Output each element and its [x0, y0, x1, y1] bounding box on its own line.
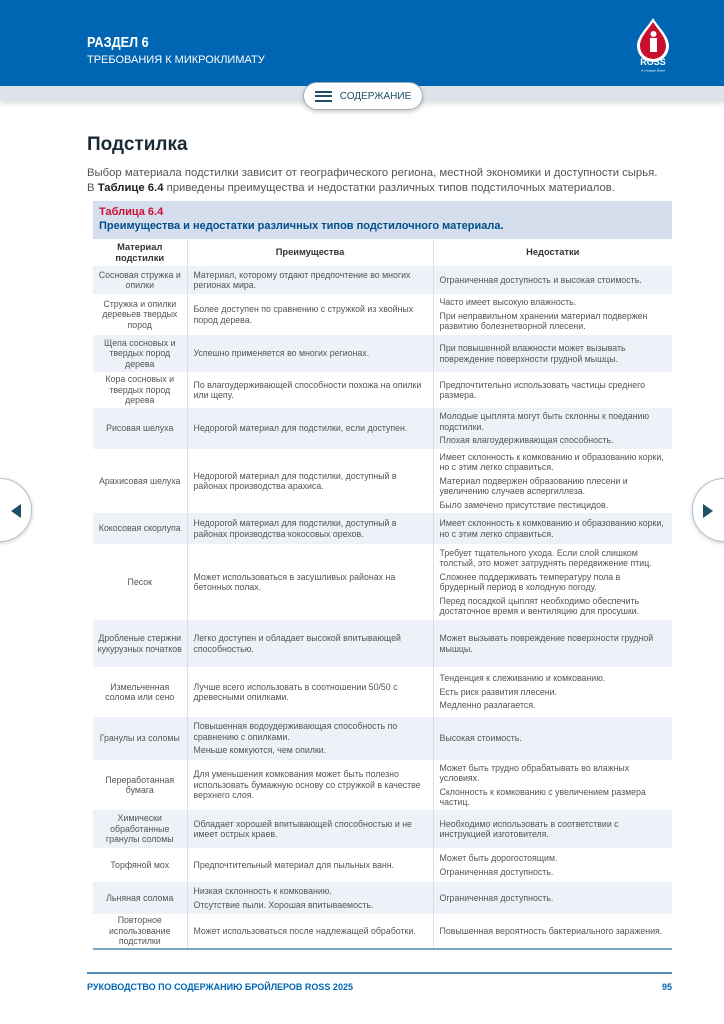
previous-page-button[interactable]	[0, 478, 32, 542]
content-lower	[87, 201, 672, 1023]
cons-cell	[433, 810, 672, 848]
footer	[87, 982, 672, 1023]
pros-item: Успешно применяется во многих регионах.	[193, 348, 370, 359]
table-row	[93, 335, 672, 372]
cons-cell	[433, 372, 672, 408]
section-label: РАЗДЕЛ 6	[87, 34, 149, 51]
cons-item: Было замечено присутствие пестицидов.	[439, 499, 609, 510]
cons-cell	[433, 266, 672, 294]
column-header-material: Материал подстилки	[93, 239, 187, 266]
pros-item: Обладает хорошей впитывающей способностью и не имеет острых краев.	[193, 818, 412, 839]
cons-item: Часто имеет высокую влажность.	[439, 297, 577, 308]
pros-cell	[187, 544, 433, 620]
cons-cell	[433, 513, 672, 544]
pros-item: Недорогой материал для подстилки, доступный в районах производства кокосовых орехов.	[193, 518, 397, 539]
pros-cell	[187, 882, 433, 914]
table-row	[93, 544, 672, 620]
table-row	[93, 266, 672, 294]
ross-logo	[632, 16, 674, 72]
cons-item: Ограниченная доступность и высокая стоимость.	[439, 274, 642, 285]
cons-cell	[433, 760, 672, 810]
material-cell: Рисовая шелуха	[93, 408, 187, 449]
pros-item: Низкая склонность к комкованию.	[193, 886, 332, 896]
material-cell: Торфяной мох	[93, 848, 187, 882]
footer-title: РУКОВОДСТВО ПО СОДЕРЖАНИЮ БРОЙЛЕРОВ ROSS 2025	[87, 982, 353, 992]
table-row	[93, 372, 672, 408]
table-row	[93, 620, 672, 667]
pros-cell	[187, 513, 433, 544]
cons-item: Сложнее поддерживать температуру пола в брудерный период в холодную погоду.	[439, 571, 621, 592]
table-row	[93, 848, 672, 882]
cons-cell	[433, 449, 672, 513]
cons-cell	[433, 408, 672, 449]
intro-line-1: Выбор материала подстилки зависит от географического региона, местной экономики и доступности сырья.	[87, 167, 658, 179]
pros-item: Материал, которому отдают предпочтение во многих регионах мира.	[193, 269, 411, 290]
pros-item: Для уменьшения комкования может быть полезно использовать бумажную основу со стружкой в качестве верхнего слоя.	[193, 769, 421, 801]
table-row	[93, 513, 672, 544]
table-title: Преимущества и недостатки различных типов подстилочного материала.	[99, 220, 504, 232]
contents-button[interactable]	[303, 82, 423, 110]
pros-cell	[187, 449, 433, 513]
pros-cell	[187, 717, 433, 760]
pros-cell	[187, 620, 433, 667]
table-header-row	[93, 239, 672, 266]
svg-text:An Aviagen Brand: An Aviagen Brand	[641, 68, 665, 72]
contents-label: СОДЕРЖАНИЕ	[339, 90, 412, 102]
table-row	[93, 760, 672, 810]
material-cell: Кокосовая скорлупа	[93, 513, 187, 544]
cons-cell	[433, 667, 672, 717]
material-cell: Сосновая стружка и опилки	[93, 266, 187, 294]
cons-cell	[433, 882, 672, 914]
column-header-cons: Недостатки	[526, 247, 580, 257]
next-page-button[interactable]	[692, 478, 724, 542]
intro-text	[87, 166, 687, 196]
pros-item: По влагоудерживающей способности похожа на опилки или щепу.	[193, 379, 422, 400]
pros-cell	[187, 667, 433, 717]
table-row	[93, 449, 672, 513]
arrow-right-icon	[703, 504, 713, 518]
pros-cell	[187, 810, 433, 848]
pros-item: Более доступен по сравнению с стружкой из хвойных пород дерева.	[193, 304, 414, 325]
table-container	[93, 239, 672, 972]
intro-line-2	[87, 181, 687, 196]
cons-cell	[433, 848, 672, 882]
cons-cell	[433, 620, 672, 667]
material-cell: Измельченная солома или сено	[93, 667, 187, 717]
footer-divider	[87, 972, 672, 974]
table-row	[93, 667, 672, 717]
pros-item: Меньше комкуются, чем опилки.	[193, 745, 327, 756]
pros-cell	[187, 760, 433, 810]
table-row	[93, 717, 672, 760]
arrow-left-icon	[11, 504, 21, 518]
cons-item: Повышенная вероятность бактериального заражения.	[439, 925, 663, 936]
table-row	[93, 810, 672, 848]
cons-item: Необходимо использовать в соответствии с инструкцией изготовителя.	[439, 818, 619, 839]
pros-item: Недорогой материал для подстилки, если доступен.	[193, 423, 408, 434]
cons-item: Перед посадкой цыплят необходимо обеспечить достаточное время и вентиляцию для просушки.	[439, 595, 640, 616]
pros-item: Лучше всего использовать в соотношении 50/50 с древесными опилками.	[193, 681, 398, 702]
page-title: Подстилка	[87, 134, 188, 155]
cons-item: Склонность к комкованию с увеличением размера частиц.	[439, 786, 646, 807]
intro-text-part: приведены преимущества и недостатки различных типов подстилочных материалов.	[163, 182, 615, 194]
pros-item: Повышенная водоудерживающая способность по сравнению с опилками.	[193, 721, 398, 742]
cons-item: Требует тщательного ухода. Если слой слишком толстый, это может затруднять передвижение птиц.	[439, 547, 652, 568]
pros-cell	[187, 408, 433, 449]
material-cell: Стружка и опилки деревьев твердых пород	[93, 294, 187, 335]
table-row	[93, 914, 672, 949]
table-row	[93, 408, 672, 449]
cons-item: При повышенной влажности может вызывать повреждение поверхности грудной мышцы.	[439, 343, 626, 364]
svg-text:ROSS: ROSS	[640, 57, 666, 67]
cons-item: Ограниченная доступность.	[439, 866, 554, 877]
table-row	[93, 882, 672, 914]
page-number: 95	[661, 982, 672, 992]
pros-item: Может использоваться после надлежащей обработки.	[193, 925, 416, 936]
material-cell: Льняная солома	[93, 882, 187, 914]
cons-item: Имеет склонность к комкованию и образованию корки, но с этим легко справиться.	[439, 451, 664, 473]
pros-item: Недорогой материал для подстилки, доступный в районах производства арахиса.	[193, 470, 397, 491]
material-cell: Повторное использование подстилки	[93, 914, 187, 949]
cons-item: Есть риск развития плесени.	[439, 686, 557, 697]
cons-item: Может вызывать повреждение поверхности грудной мышцы.	[439, 633, 654, 654]
cons-item: Ограниченная доступность.	[439, 892, 554, 903]
pros-cell	[187, 914, 433, 949]
material-cell: Щепа сосновых и твердых пород дерева	[93, 335, 187, 372]
section-subtitle: ТРЕБОВАНИЯ К МИКРОКЛИМАТУ	[87, 54, 265, 66]
cons-item: Молодые цыплята могут быть склонны к поеданию подстилки.	[439, 411, 650, 432]
table-number: Таблица 6.4	[99, 206, 164, 218]
pros-cell	[187, 294, 433, 335]
material-cell: Кора сосновых и твердых пород дерева	[93, 372, 187, 408]
cons-item: Тенденция к слеживанию и комкованию.	[439, 673, 606, 684]
cons-item: Медленно разлагается.	[439, 700, 536, 711]
material-cell: Переработанная бумага	[93, 760, 187, 810]
page-header	[0, 0, 724, 86]
column-header-pros: Преимущества	[187, 239, 433, 266]
table-row	[93, 294, 672, 335]
material-cell: Дробленые стержни кукурузных початков	[93, 620, 187, 667]
pros-item: Может использоваться в засушливых районах на бетонных полах.	[193, 571, 396, 592]
pros-cell	[187, 372, 433, 408]
cons-item: Предпочтительно использовать частицы среднего размера.	[439, 379, 646, 400]
pros-item: Предпочтительный материал для пыльных ванн.	[193, 859, 395, 870]
pros-cell	[187, 335, 433, 372]
cons-cell	[433, 335, 672, 372]
intro-text-part: В	[87, 182, 98, 194]
cons-item: Может быть трудно обрабатывать во влажных условиях.	[439, 762, 630, 783]
material-cell: Химически обработанные гранулы соломы	[93, 810, 187, 848]
cons-cell	[433, 544, 672, 620]
menu-icon	[315, 91, 332, 102]
material-cell: Песок	[93, 544, 187, 620]
cons-cell	[433, 717, 672, 760]
material-cell: Гранулы из соломы	[93, 717, 187, 760]
cons-item: Материал подвержен образованию плесени и увеличению случаев аспергиллеза.	[439, 475, 628, 497]
pros-cell	[187, 266, 433, 294]
pros-cell	[187, 848, 433, 882]
cons-cell	[433, 294, 672, 335]
litter-table	[93, 239, 672, 950]
cons-item: Имеет склонность к комкованию и образованию корки, но с этим легко справиться.	[439, 518, 664, 539]
pros-item: Отсутствие пыли. Хорошая впитываемость.	[193, 899, 374, 910]
cons-item: Плохая влагоудерживающая способность.	[439, 435, 614, 446]
material-cell: Арахисовая шелуха	[93, 449, 187, 513]
cons-cell	[433, 914, 672, 949]
pros-item: Легко доступен и обладает высокой впитывающей способностью.	[193, 633, 401, 654]
cons-item: При неправильном хранении материал подвержен развитию болезнетворной плесени.	[439, 310, 648, 332]
cons-item: Высокая стоимость.	[439, 733, 522, 744]
table-reference-link[interactable]: Таблице 6.4	[97, 182, 164, 194]
table-caption	[93, 201, 672, 239]
cons-item: Может быть дорогостоящим.	[439, 853, 558, 863]
